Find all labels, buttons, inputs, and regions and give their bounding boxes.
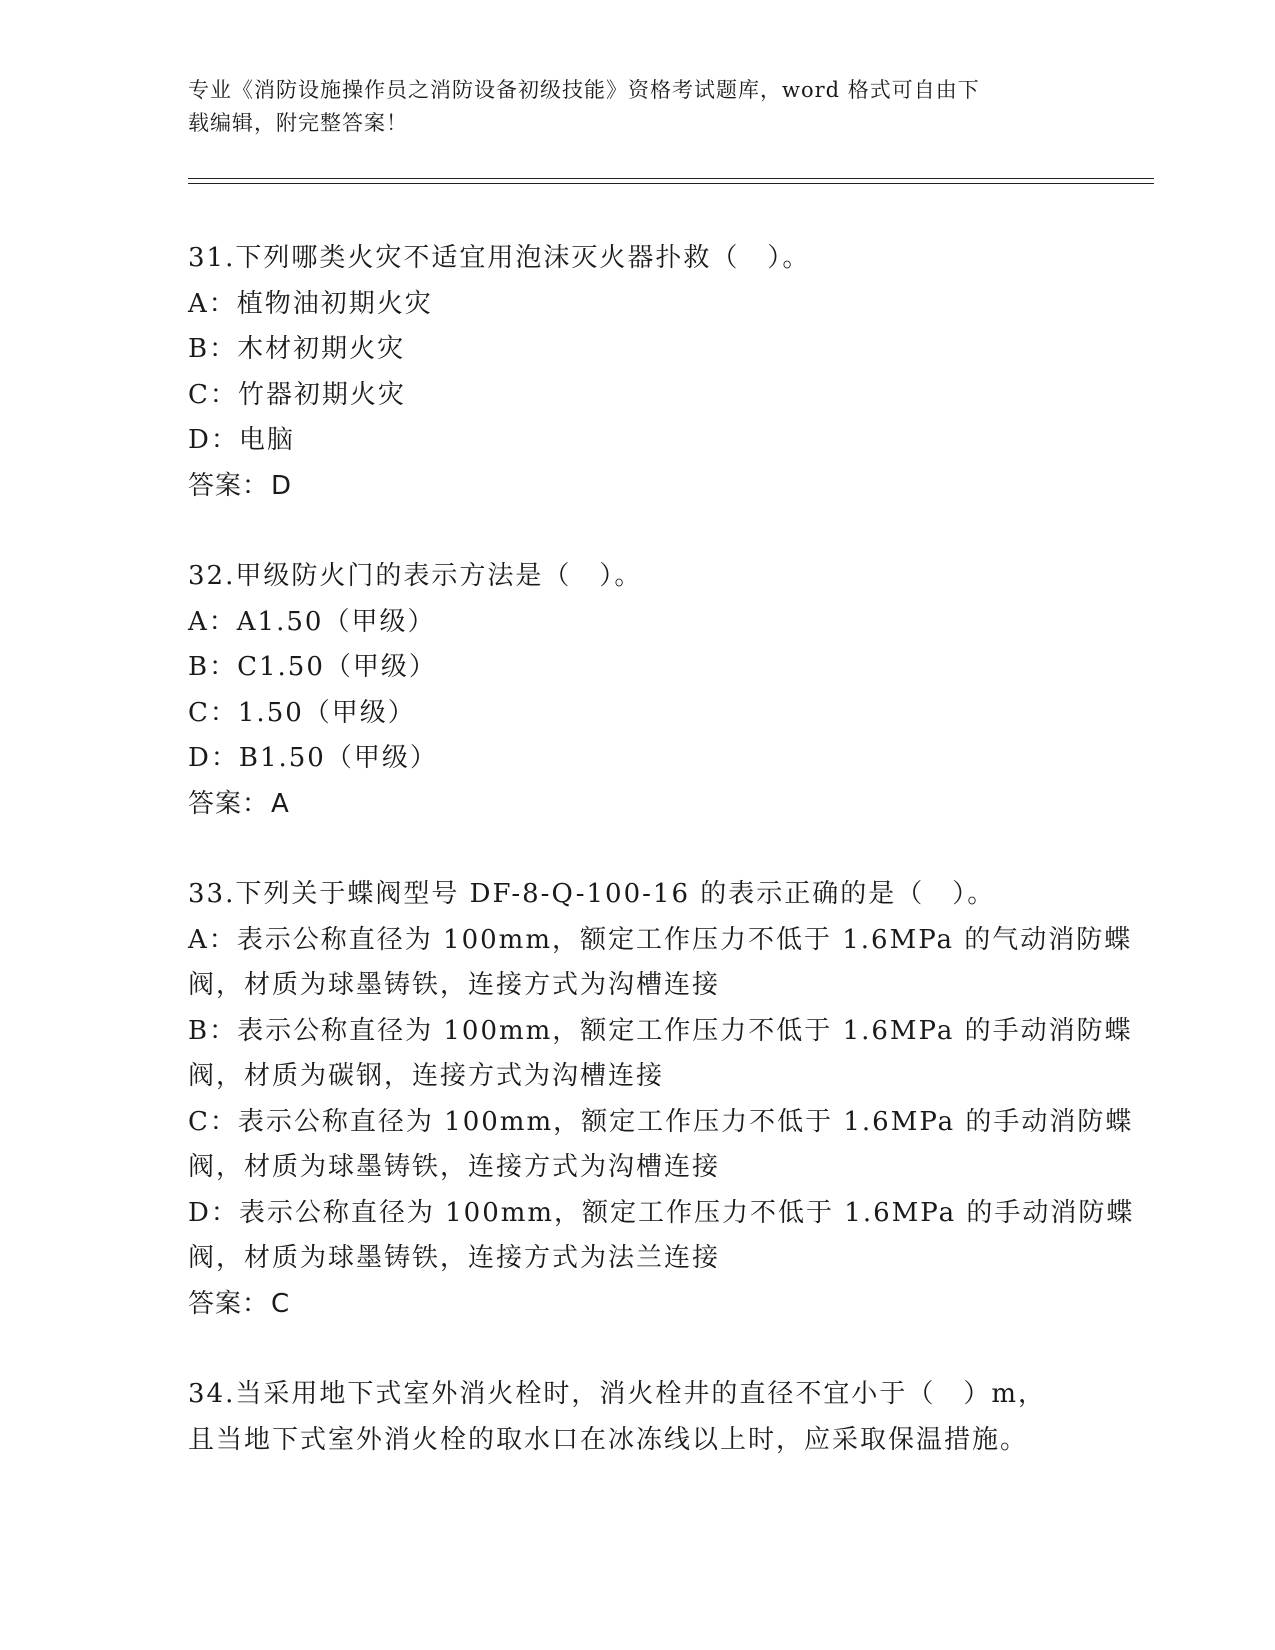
question-option: 阀，材质为球墨铸铁，连接方式为法兰连接 xyxy=(188,1243,721,1273)
question-option: B：木材初期火灾 xyxy=(188,334,406,364)
answer-line xyxy=(188,464,1088,510)
question-option: C：表示公称直径为 100mm，额定工作压力不低于 1.6MPa 的手动消防蝶 xyxy=(188,1106,1134,1137)
question-block xyxy=(188,1372,1088,1463)
question-option: A：A1.50（甲级） xyxy=(188,606,436,637)
question-list xyxy=(188,236,1135,1508)
question-stem: 33.下列关于蝶阀型号 DF-8-Q-100-16 的表示正确的是（ ）。 xyxy=(188,879,996,909)
document-header xyxy=(188,74,1088,140)
question-option: 阀，材质为碳钢，连接方式为沟槽连接 xyxy=(188,1061,665,1091)
answer-value: C xyxy=(271,1288,291,1319)
answer-value: D xyxy=(271,470,293,501)
question-option: 阀，材质为球墨铸铁，连接方式为沟槽连接 xyxy=(188,970,721,1000)
question-option: C：竹器初期火灾 xyxy=(188,379,406,410)
answer-line xyxy=(188,1282,1088,1328)
question-option: A：表示公称直径为 100mm，额定工作压力不低于 1.6MPa 的气动消防蝶 xyxy=(188,924,1133,955)
header-line-2: 载编辑，附完整答案！ xyxy=(188,111,408,135)
question-option: B：表示公称直径为 100mm，额定工作压力不低于 1.6MPa 的手动消防蝶 xyxy=(188,1015,1133,1046)
answer-value: A xyxy=(271,788,290,819)
answer-label: 答案： xyxy=(188,788,270,819)
question-stem: 31.下列哪类火灾不适宜用泡沫灭火器扑救（ ）。 xyxy=(188,243,811,273)
header-divider-top xyxy=(188,178,1154,179)
answer-label: 答案： xyxy=(188,1288,270,1319)
question-block xyxy=(188,236,1088,509)
answer-line xyxy=(188,782,1088,828)
question-option: C：1.50（甲级） xyxy=(188,697,416,728)
question-block xyxy=(188,872,1135,1327)
question-option: A：植物油初期火灾 xyxy=(188,288,433,319)
question-block xyxy=(188,554,1088,827)
header-divider-bottom xyxy=(188,183,1154,184)
question-stem: 且当地下式室外消火栓的取水口在冰冻线以上时，应采取保温措施。 xyxy=(188,1424,1029,1455)
answer-label: 答案： xyxy=(188,470,270,501)
question-stem: 34.当采用地下式室外消火栓时，消火栓井的直径不宜小于（ ）m， xyxy=(188,1379,1047,1409)
question-option: D：表示公称直径为 100mm，额定工作压力不低于 1.6MPa 的手动消防蝶 xyxy=(188,1197,1135,1228)
header-line-1: 专业《消防设施操作员之消防设备初级技能》资格考试题库，word 格式可自由下 xyxy=(188,78,980,102)
question-option: 阀，材质为球墨铸铁，连接方式为沟槽连接 xyxy=(188,1152,721,1182)
question-option: D：电脑 xyxy=(188,425,295,455)
question-stem: 32.甲级防火门的表示方法是（ ）。 xyxy=(188,561,643,591)
question-option: D：B1.50（甲级） xyxy=(188,743,438,773)
question-option: B：C1.50（甲级） xyxy=(188,652,437,682)
